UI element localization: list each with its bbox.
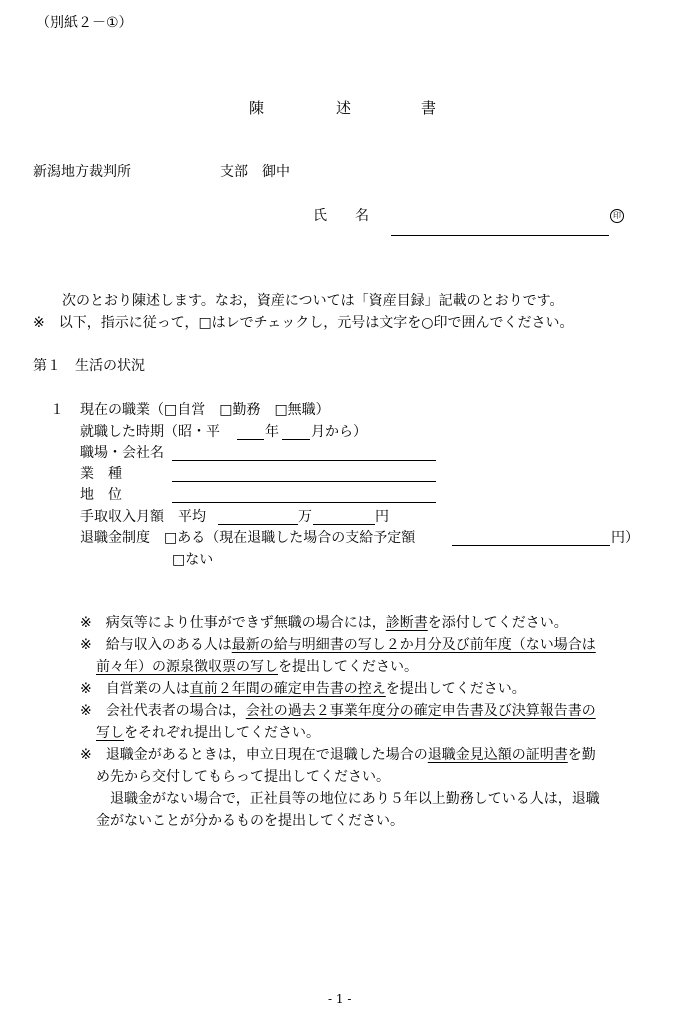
note-1: ※ 病気等により仕事ができず無職の場合には，診断書を添付してください。	[80, 615, 568, 631]
period-month: 月から）	[311, 424, 367, 440]
name-line[interactable]	[391, 235, 609, 236]
item-1-number: １	[50, 402, 64, 418]
attachment-label: （別紙２－①）	[36, 15, 133, 31]
court-branch: 支部 御中	[220, 164, 290, 180]
note-2-cont: 前々年）の源泉徴収票の写しを提出してください。	[96, 659, 418, 675]
title-char-3: 書	[421, 99, 437, 117]
seal-icon: 印	[610, 209, 624, 223]
retirement-amount-line[interactable]	[452, 545, 610, 546]
position-line[interactable]	[172, 502, 436, 503]
note-4: ※ 会社代表者の場合は，会社の過去２事業年度分の確定申告書及び決算報告書の	[80, 703, 596, 719]
court-name: 新潟地方裁判所	[33, 164, 131, 180]
intro-line-2: ※ 以下，指示に従って，□はレでチェックし，元号は文字を○印で囲んでください。	[33, 315, 574, 331]
income-label: 手取収入月額 平均	[80, 509, 206, 525]
position-label: 地 位	[80, 487, 122, 503]
title-char-2: 述	[336, 99, 352, 117]
period-month-line[interactable]	[282, 439, 310, 440]
section-1-title: 第１ 生活の状況	[33, 358, 145, 374]
period-year: 年	[265, 424, 279, 440]
industry-label: 業 種	[80, 466, 122, 482]
name-label: 氏 名	[313, 208, 369, 224]
retirement-none-checkbox[interactable]: □ない	[172, 552, 214, 568]
period-label: 就職した時期（昭・平	[80, 424, 220, 440]
industry-line[interactable]	[172, 481, 436, 482]
retirement-yen: 円）	[611, 530, 639, 546]
note-5-cont: め先から交付してもらって提出してください。	[96, 769, 390, 785]
retirement-label[interactable]: 退職金制度 □ある（現在退職した場合の支給予定額	[80, 530, 416, 546]
intro-line-1: 次のとおり陳述します。なお，資産については「資産目録」記載のとおりです。	[62, 293, 564, 309]
income-yen-line[interactable]	[313, 524, 375, 525]
note-5: ※ 退職金があるときは，申立日現在で退職した場合の退職金見込額の証明書を勤	[80, 747, 596, 763]
occupation-line[interactable]: 現在の職業（□自営 □勤務 □無職）	[80, 402, 330, 418]
income-yen: 円	[375, 509, 389, 525]
title-char-1: 陳	[249, 99, 265, 117]
workplace-label: 職場・会社名	[80, 445, 164, 461]
note-6-cont: 金がないことが分かるものを提出してください。	[96, 813, 404, 829]
note-4-cont: 写しをそれぞれ提出してください。	[96, 725, 320, 741]
page-number: - 1 -	[328, 992, 352, 1006]
workplace-line[interactable]	[172, 460, 436, 461]
income-man-line[interactable]	[218, 524, 298, 525]
income-man: 万	[298, 509, 312, 525]
note-3: ※ 自営業の人は直前２年間の確定申告書の控えを提出してください。	[80, 681, 526, 697]
note-2: ※ 給与収入のある人は最新の給与明細書の写し２か月分及び前年度（ない場合は	[80, 637, 596, 653]
period-year-line[interactable]	[237, 439, 264, 440]
note-6: 退職金がない場合で，正社員等の地位にあり５年以上勤務している人は，退職	[110, 791, 600, 807]
